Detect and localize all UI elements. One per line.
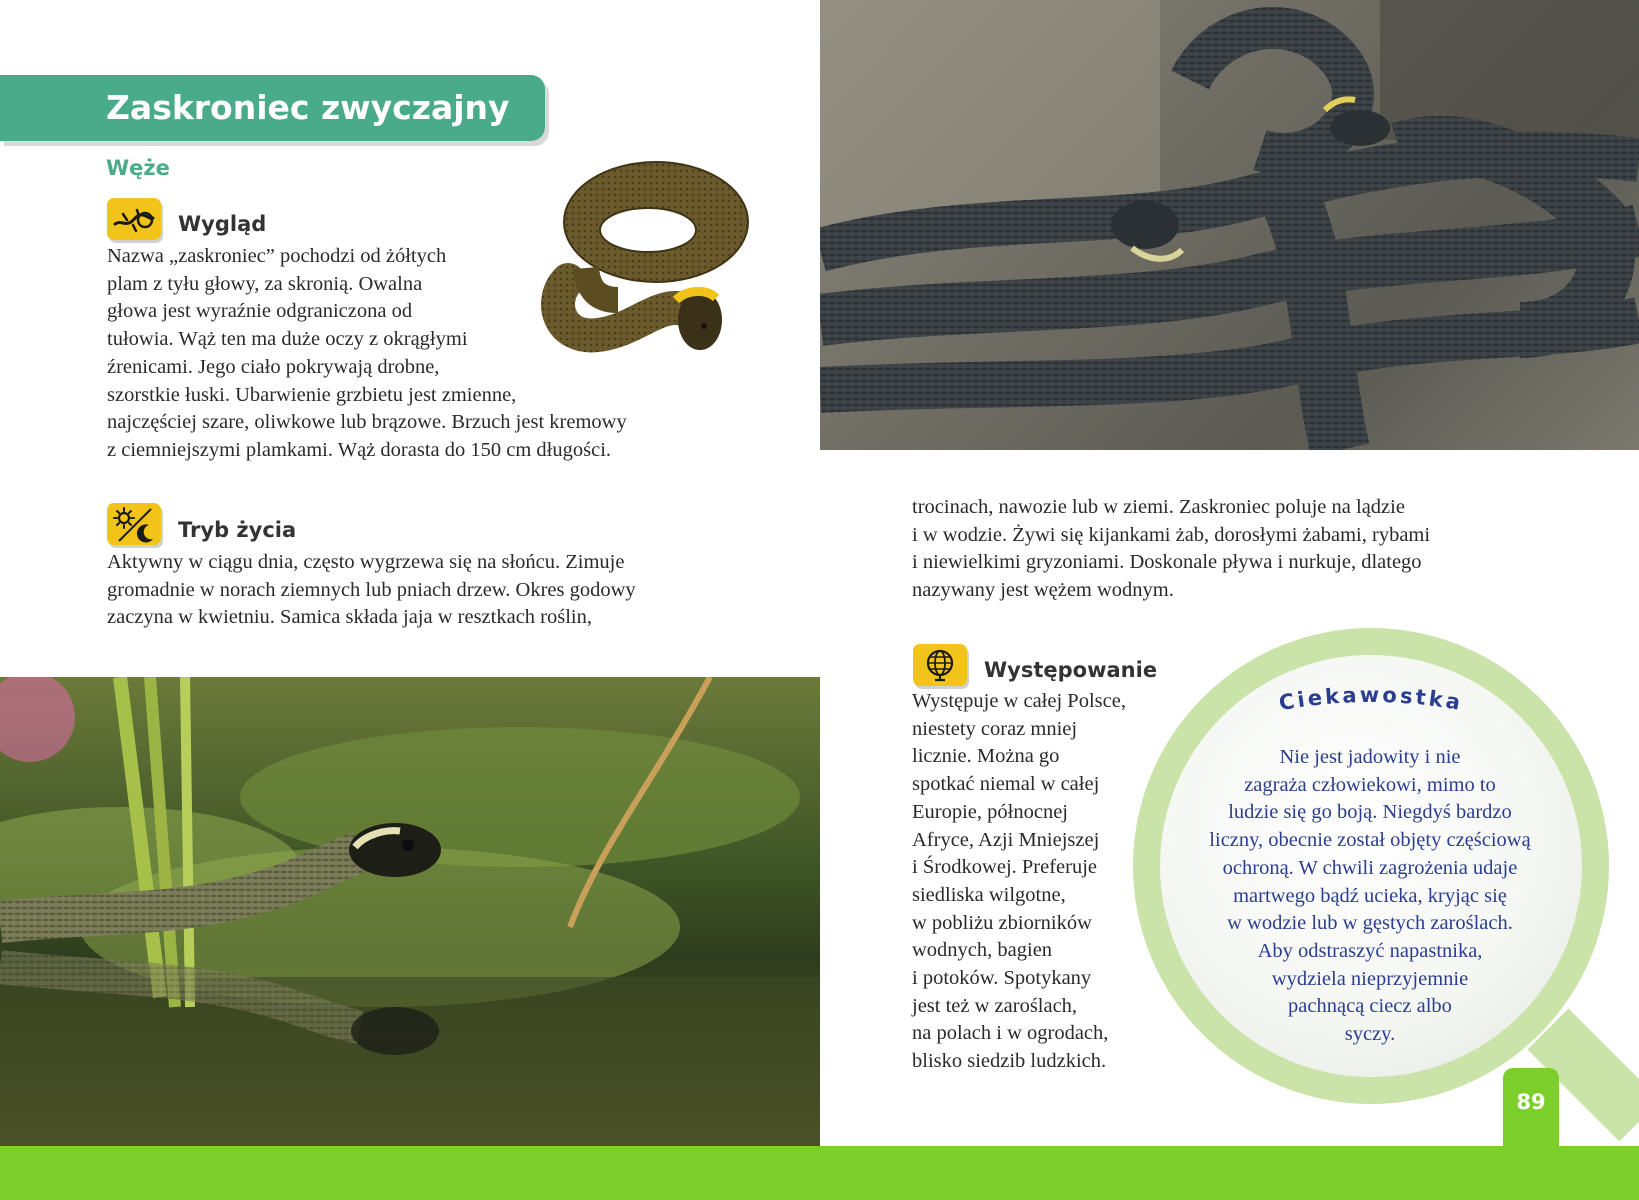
swimming-snake-photo <box>0 677 820 1146</box>
globe-icon <box>913 644 967 686</box>
svg-text:Ciekawostka: Ciekawostka <box>1277 682 1465 716</box>
curiosity-text: Nie jest jadowity i nie zagraża człowiekowi, mimo to ludzie się go boją. Niegdyś bardzo liczny, obecnie został objęty częściową ochroną. W chwili zagrożenia udaje martwego bądź ucieka, kryjąc się w wodzie lub w gęstych zaroślach. Aby odstraszyć napastnika, wydziela nieprzyjemnie pachnącą ciecz albo syczy. <box>1209 746 1531 1046</box>
section-heading-wystepowanie: Występowanie <box>984 658 1158 682</box>
sun-moon-icon <box>107 503 161 545</box>
page-title: Zaskroniec zwyczajny <box>106 88 510 127</box>
tryb-text: Aktywny w ciągu dnia, często wygrzewa się na słońcu. Zimuje gromadnie w norach ziemnych lub pniach drzew. Okres godowy zaczyna w kwietniu. Samica składa jaja w resztkach roślin, <box>107 551 636 629</box>
category-label: Węże <box>106 156 170 180</box>
wystepowanie-text: Występuje w całej Polsce, niestety coraz mniej licznie. Można go spotkać niemal w całej Europie, północnej Afryce, Azji Mniejszej i Środkowej. Preferuje siedliska wilgotne, w pobliżu zbiorników wodnych, bagien i potoków. Spotykany jest też w zaroślach, na polach i w ogrodach, blisko siedzib ludzkich. <box>912 690 1126 1073</box>
tryb-text-continued: trocinach, nawozie lub w ziemi. Zaskroniec poluje na lądzie i w wodzie. Żywi się kijankami żab, dorosłymi żabami, rybami i niewielkimi gryzoniami. Doskonale pływa i nurkuje, dlatego nazywany jest wężem wodnym. <box>912 496 1431 602</box>
wyglad-text: Nazwa „zaskroniec” pochodzi od żółtych plam z tyłu głowy, za skronią. Owalna głowa jest wyraźnie odgraniczona od tułowia. Wąż ten ma duże oczy z okrągłymi źrenicami. Jego ciało pokrywają drobne, szorstkie łuski. Ubarwienie grzbietu jest zmienne, najczęściej szare, oliwkowe lub brązowe. Brzuch jest kremowy z ciemniejszymi plamkami. Wąż dorasta do 150 cm długości. <box>107 245 627 461</box>
bottom-bar <box>0 1146 1639 1200</box>
title-banner <box>0 75 545 141</box>
section-heading-wyglad: Wygląd <box>178 212 267 236</box>
coiled-snake-photo <box>528 150 758 365</box>
lizard-icon <box>107 198 161 240</box>
snakes-group-photo <box>820 0 1639 450</box>
page-number: 89 <box>1516 1090 1546 1114</box>
curiosity-title <box>1160 660 1582 740</box>
section-heading-tryb: Tryb życia <box>178 518 297 542</box>
